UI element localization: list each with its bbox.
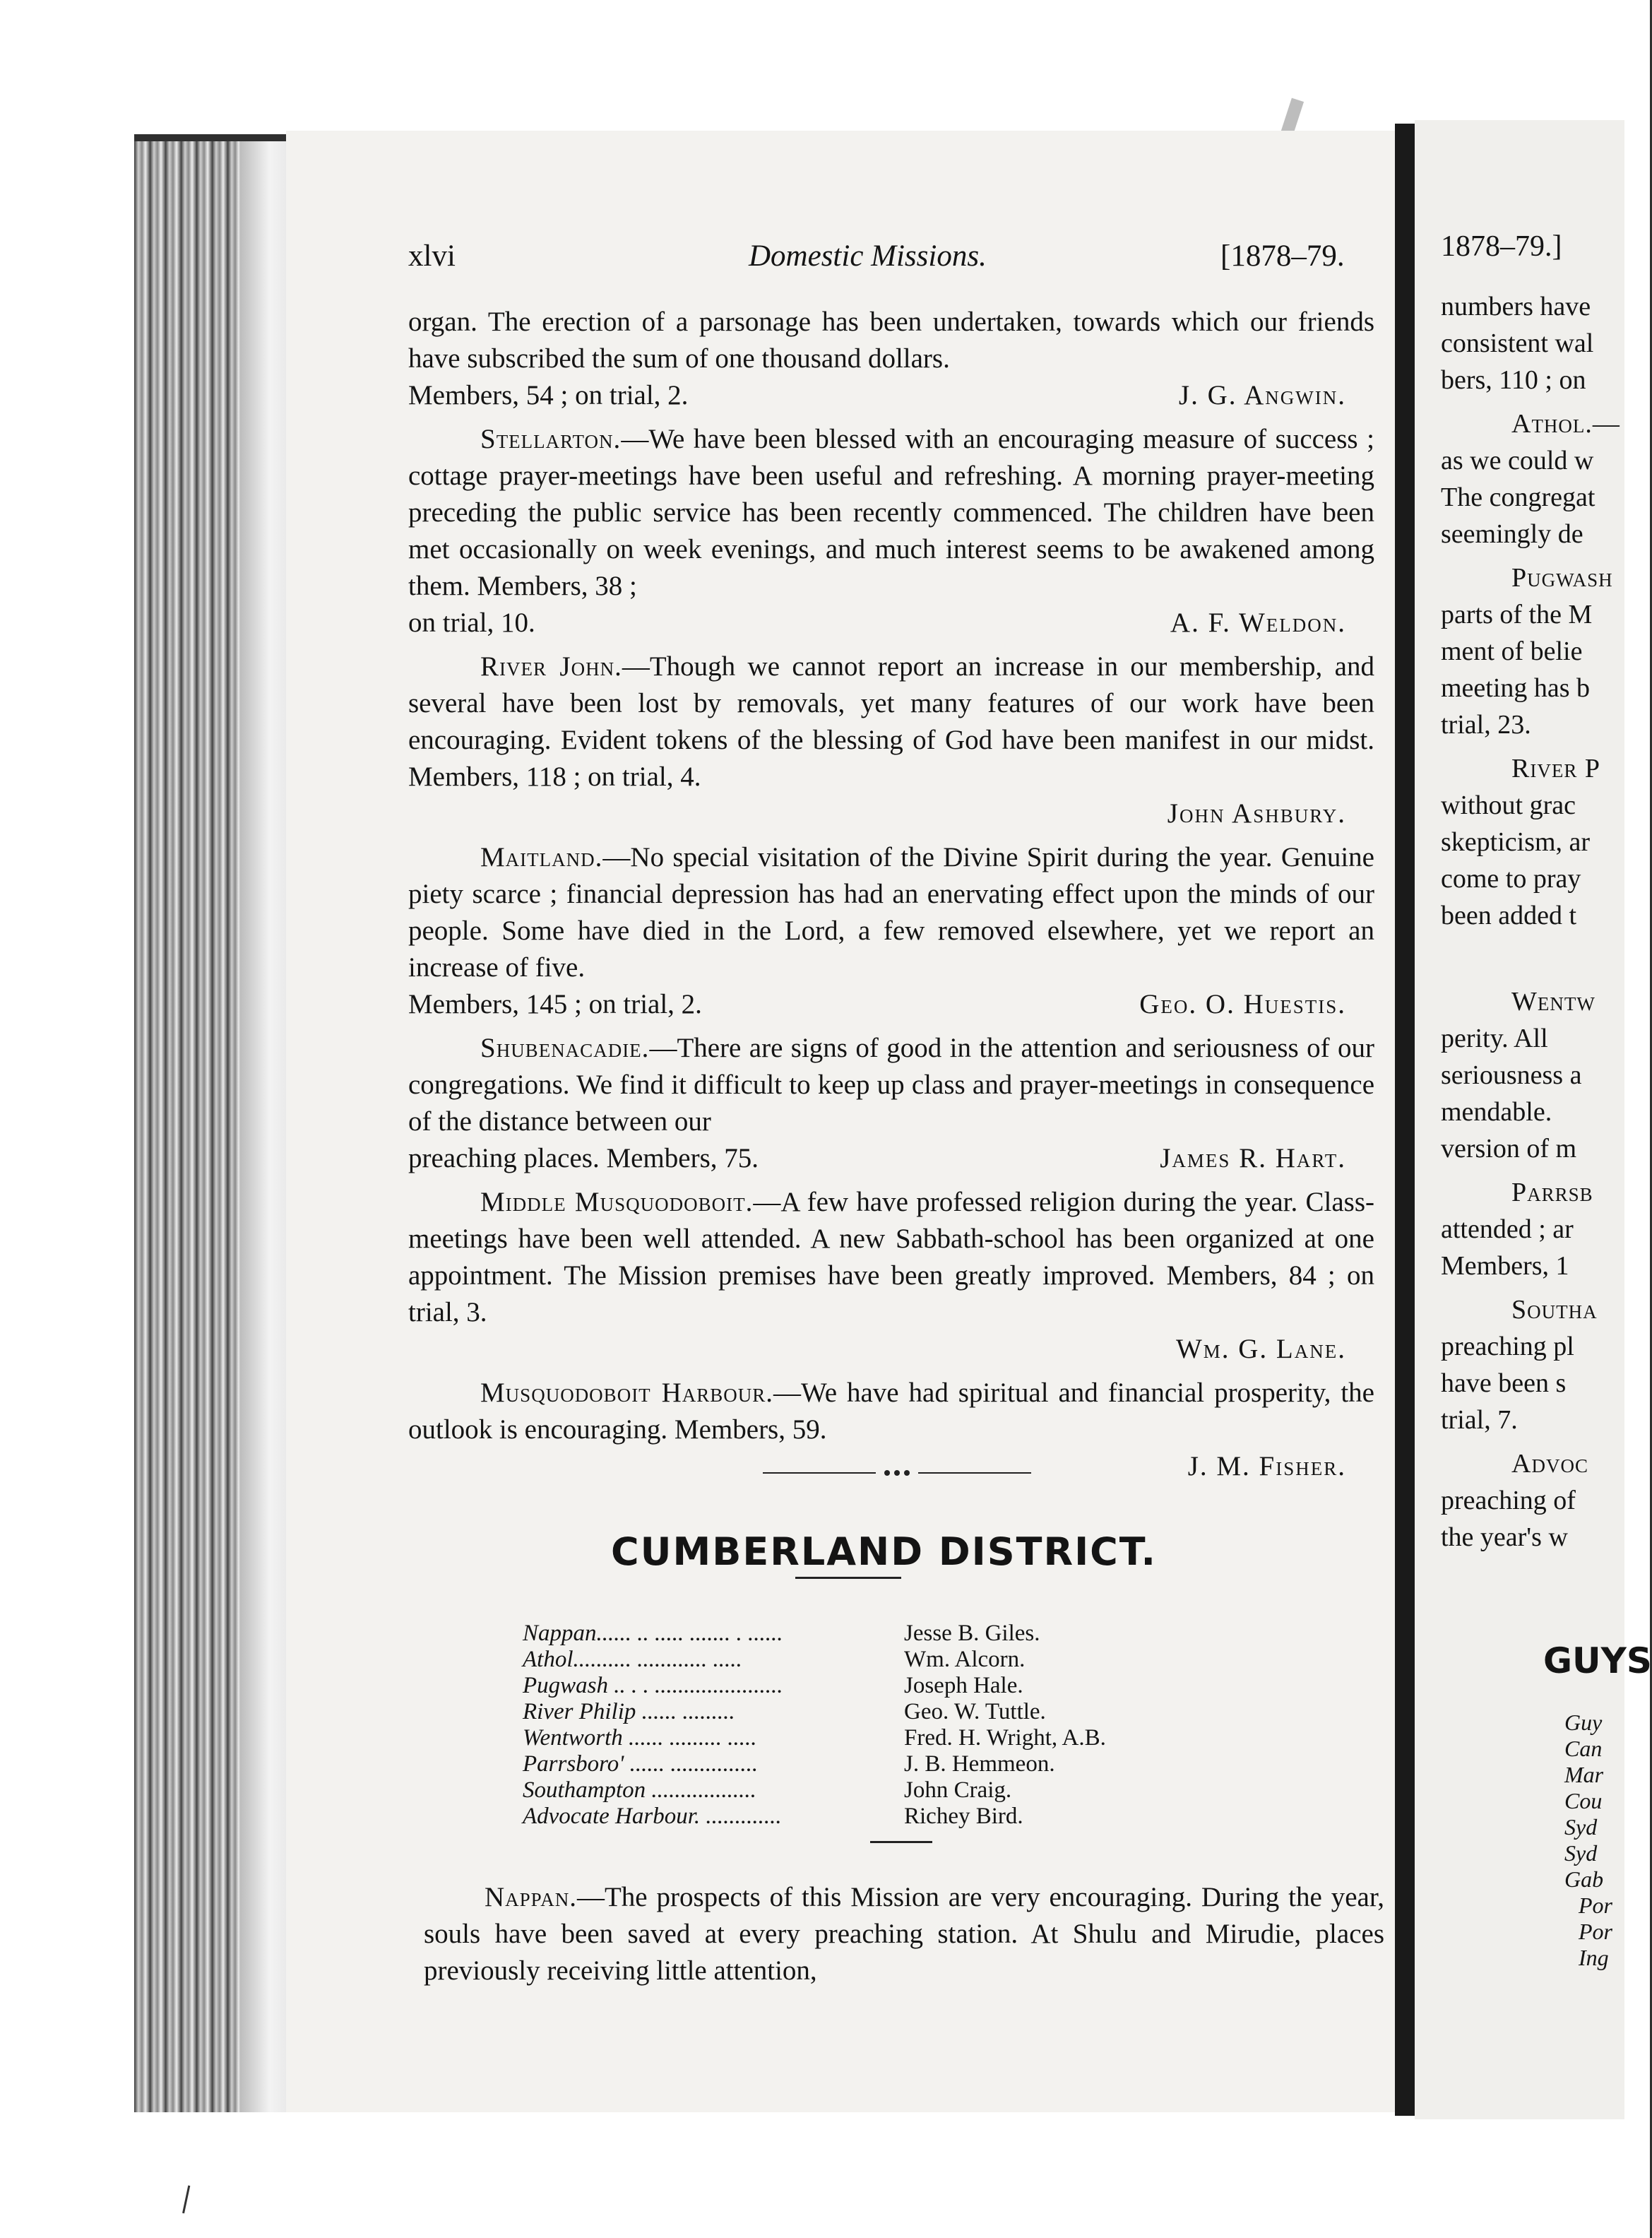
page-edge-highlight bbox=[240, 141, 290, 2112]
report-angwin bbox=[408, 304, 1374, 414]
appointment-place: Wentworth ...... ......... ..... bbox=[523, 1725, 757, 1751]
right-page-line: attended ; ar bbox=[1441, 1214, 1574, 1244]
right-page-line: perity. All bbox=[1441, 1024, 1548, 1053]
report-text: —We have had spiritual and financial prosperity, the outlook is encouraging. Members, 59. bbox=[408, 1378, 1374, 1445]
report-signature: A. F. Weldon. bbox=[1170, 608, 1346, 638]
right-page-line: preaching of bbox=[1441, 1486, 1576, 1515]
report-members: Members, 54 ; on trial, 2. bbox=[408, 380, 689, 410]
right-page-list-item: Mar bbox=[1564, 1762, 1604, 1787]
running-title: Domestic Missions. bbox=[749, 239, 987, 273]
right-page-header: 1878–79.] bbox=[1441, 230, 1562, 263]
report-place: Nappan. bbox=[485, 1882, 577, 1912]
right-page-list-item: Por bbox=[1579, 1919, 1612, 1944]
appointment-minister: John Craig. bbox=[904, 1777, 1012, 1803]
appointment-minister: J. B. Hemmeon. bbox=[904, 1751, 1055, 1777]
right-page-line: meeting has b bbox=[1441, 673, 1591, 703]
right-page-line: as we could w bbox=[1441, 446, 1594, 475]
appointment-place: Southampton .................. bbox=[523, 1777, 756, 1803]
appointments-list bbox=[523, 1621, 1229, 1830]
right-page-list-item: Gab bbox=[1564, 1866, 1604, 1892]
appointment-minister: Joseph Hale. bbox=[904, 1673, 1023, 1698]
report-text: —The prospects of this Mission are very encouraging. During the year, souls have been saved at every preaching station. At Shulu and Mirudie, places previously receiving little attention, bbox=[424, 1882, 1384, 1986]
scan-background-right bbox=[1624, 0, 1650, 2238]
right-page-line: skepticism, ar bbox=[1441, 827, 1591, 857]
report-text: —Though we cannot report an increase in our membership, and several have been lost by removals, yet many features of our work have been encouraging. Evident tokens of the blessing of God have been manifest in our midst. Members, 118 ; on trial, 4. bbox=[408, 651, 1374, 792]
right-page-line: seemingly de bbox=[1441, 519, 1583, 549]
right-page-line: mendable. bbox=[1441, 1097, 1552, 1127]
right-page-line: ment of belie bbox=[1441, 637, 1583, 666]
ornament-dot bbox=[904, 1470, 910, 1476]
right-page-line: the year's w bbox=[1441, 1522, 1568, 1552]
right-page-line: come to pray bbox=[1441, 864, 1581, 894]
report-place: Musquodoboit Harbour. bbox=[480, 1378, 774, 1408]
appointment-place: Athol.......... ............ ..... bbox=[523, 1647, 742, 1672]
right-page-list-item: Ing bbox=[1579, 1945, 1609, 1970]
report-signature: J. G. Angwin. bbox=[1178, 380, 1346, 410]
right-page-line: Parrsb bbox=[1511, 1178, 1593, 1207]
appointment-place: Advocate Harbour. ............. bbox=[523, 1804, 782, 1829]
appointment-row bbox=[523, 1699, 1229, 1725]
appointment-place: Nappan...... .. ..... ....... . ...... bbox=[523, 1621, 783, 1646]
right-page-line: Advoc bbox=[1511, 1449, 1588, 1479]
appointment-row bbox=[523, 1725, 1229, 1751]
ornament-line-left bbox=[763, 1472, 876, 1474]
scan-background-top bbox=[0, 0, 1650, 134]
report-text: —No special visitation of the Divine Spirit during the year. Genuine piety scarce ; financial depression has had an enervating effect upon the minds of our people. Some have died in the Lord, a few removed elsewhere, yet we report an increase of five. bbox=[408, 842, 1374, 983]
appointment-row bbox=[523, 1751, 1229, 1777]
right-page-line: Members, 1 bbox=[1441, 1251, 1569, 1281]
report-place: Shubenacadie. bbox=[480, 1033, 650, 1063]
report-signature: Geo. O. Huestis. bbox=[1139, 989, 1346, 1019]
right-page-district-title: GUYS bbox=[1543, 1640, 1652, 1681]
right-page-list-item: Cou bbox=[1564, 1788, 1603, 1813]
right-page-line: trial, 23. bbox=[1441, 710, 1531, 740]
right-page-content bbox=[1441, 230, 1652, 1971]
ornament-line-right bbox=[918, 1472, 1031, 1474]
right-page-line: trial, 7. bbox=[1441, 1405, 1518, 1435]
right-page-line: version of m bbox=[1441, 1134, 1577, 1164]
report-text: —We have been blessed with an encouraging measure of success ; cottage prayer-meetings have been useful and refreshing. A morning prayer-meeting preceding the public service has been recently commenced. The children have been met occasionally on week evenings, and much interest seems to be awakened among them. Members, 38 ; bbox=[408, 424, 1374, 601]
report-signature: Wm. G. Lane. bbox=[1175, 1334, 1346, 1364]
report-nappan bbox=[424, 1879, 1384, 1989]
right-page-line: been added t bbox=[1441, 901, 1577, 930]
book-gutter bbox=[1395, 124, 1415, 2116]
right-page-line: Athol.— bbox=[1511, 409, 1620, 439]
right-page-line: Wentw bbox=[1511, 987, 1595, 1017]
report-members: on trial, 10. bbox=[408, 608, 535, 638]
scan-background-bottom bbox=[0, 2112, 1650, 2238]
appointment-row bbox=[523, 1647, 1229, 1673]
appointment-row bbox=[523, 1804, 1229, 1830]
report-place: Maitland. bbox=[480, 842, 603, 872]
report-place: River John. bbox=[480, 651, 622, 682]
report-place: Stellarton. bbox=[480, 424, 622, 454]
report-place: Middle Musquodoboit. bbox=[480, 1187, 754, 1217]
right-page-list-item: Por bbox=[1579, 1893, 1612, 1918]
report-signature: J. M. Fisher. bbox=[1187, 1451, 1346, 1481]
right-page-line: Pugwash bbox=[1511, 563, 1613, 593]
appointment-minister: Jesse B. Giles. bbox=[904, 1621, 1040, 1646]
report-members: preaching places. Members, 75. bbox=[408, 1143, 759, 1173]
scan-background-left bbox=[0, 0, 134, 2238]
report-musquodoboit-harbour bbox=[408, 1375, 1374, 1485]
section-ornament-rule bbox=[763, 1469, 1045, 1476]
right-page-line: bers, 110 ; on bbox=[1441, 365, 1586, 395]
right-page-list-item: Can bbox=[1564, 1736, 1603, 1761]
right-page-line: preaching pl bbox=[1441, 1332, 1574, 1361]
year-range: [1878–79. bbox=[1220, 239, 1345, 273]
report-signature: James R. Hart. bbox=[1160, 1143, 1346, 1173]
report-signature: John Ashbury. bbox=[1167, 798, 1346, 829]
report-members: Members, 145 ; on trial, 2. bbox=[408, 989, 702, 1019]
report-stellarton bbox=[408, 421, 1374, 641]
ornament-dot bbox=[884, 1470, 890, 1476]
appointment-row bbox=[523, 1673, 1229, 1699]
report-text: —A few have professed religion during the year. Class-meetings have been well attended. A new Sabbath-school has been organized at one appointment. The Mission premises have been greatly improved. Members, 84 ; on trial, 3. bbox=[408, 1187, 1374, 1327]
appointment-minister: Wm. Alcorn. bbox=[904, 1647, 1026, 1672]
appointment-place: River Philip ...... ......... bbox=[523, 1699, 735, 1724]
right-page-line: River P bbox=[1511, 754, 1600, 783]
right-page-line: Southa bbox=[1511, 1295, 1598, 1325]
report-shubenacadie bbox=[408, 1030, 1374, 1177]
report-text: organ. The erection of a parsonage has been undertaken, towards which our friends have subscribed the sum of one thousand dollars. bbox=[408, 307, 1374, 374]
appointment-row bbox=[523, 1777, 1229, 1804]
right-page-line: without grac bbox=[1441, 791, 1576, 820]
page-number: xlvi bbox=[408, 239, 456, 273]
district-title: CUMBERLAND DISTRICT. bbox=[611, 1529, 1157, 1574]
right-page-line: have been s bbox=[1441, 1368, 1567, 1398]
right-page-line: The congregat bbox=[1441, 482, 1595, 512]
appointment-minister: Geo. W. Tuttle. bbox=[904, 1699, 1046, 1724]
reports-block bbox=[408, 304, 1374, 1485]
appointment-minister: Richey Bird. bbox=[904, 1804, 1023, 1829]
appointment-place: Parrsboro' ...... ............... bbox=[523, 1751, 759, 1777]
right-page-line: seriousness a bbox=[1441, 1060, 1582, 1090]
list-end-rule bbox=[870, 1841, 932, 1843]
report-river-john bbox=[408, 649, 1374, 832]
appointment-place: Pugwash .. . . ...................... bbox=[523, 1673, 783, 1698]
right-page-list-item: Syd bbox=[1564, 1814, 1598, 1840]
report-middle-musquodoboit bbox=[408, 1184, 1374, 1368]
right-page-line: consistent wal bbox=[1441, 328, 1594, 358]
appointment-minister: Fred. H. Wright, A.B. bbox=[904, 1725, 1106, 1751]
report-text: —There are signs of good in the attention and seriousness of our congregations. We find it difficult to keep up class and prayer-meetings in consequence of the distance between our bbox=[408, 1033, 1374, 1137]
right-page-line: numbers have bbox=[1441, 292, 1591, 321]
ornament-dot bbox=[894, 1470, 900, 1476]
district-title-rule bbox=[795, 1577, 901, 1579]
right-page-list-item: Syd bbox=[1564, 1840, 1598, 1866]
right-page-list-item: Guy bbox=[1564, 1710, 1603, 1735]
right-page-line: parts of the M bbox=[1441, 600, 1593, 629]
appointment-row bbox=[523, 1621, 1229, 1647]
report-maitland bbox=[408, 839, 1374, 1023]
